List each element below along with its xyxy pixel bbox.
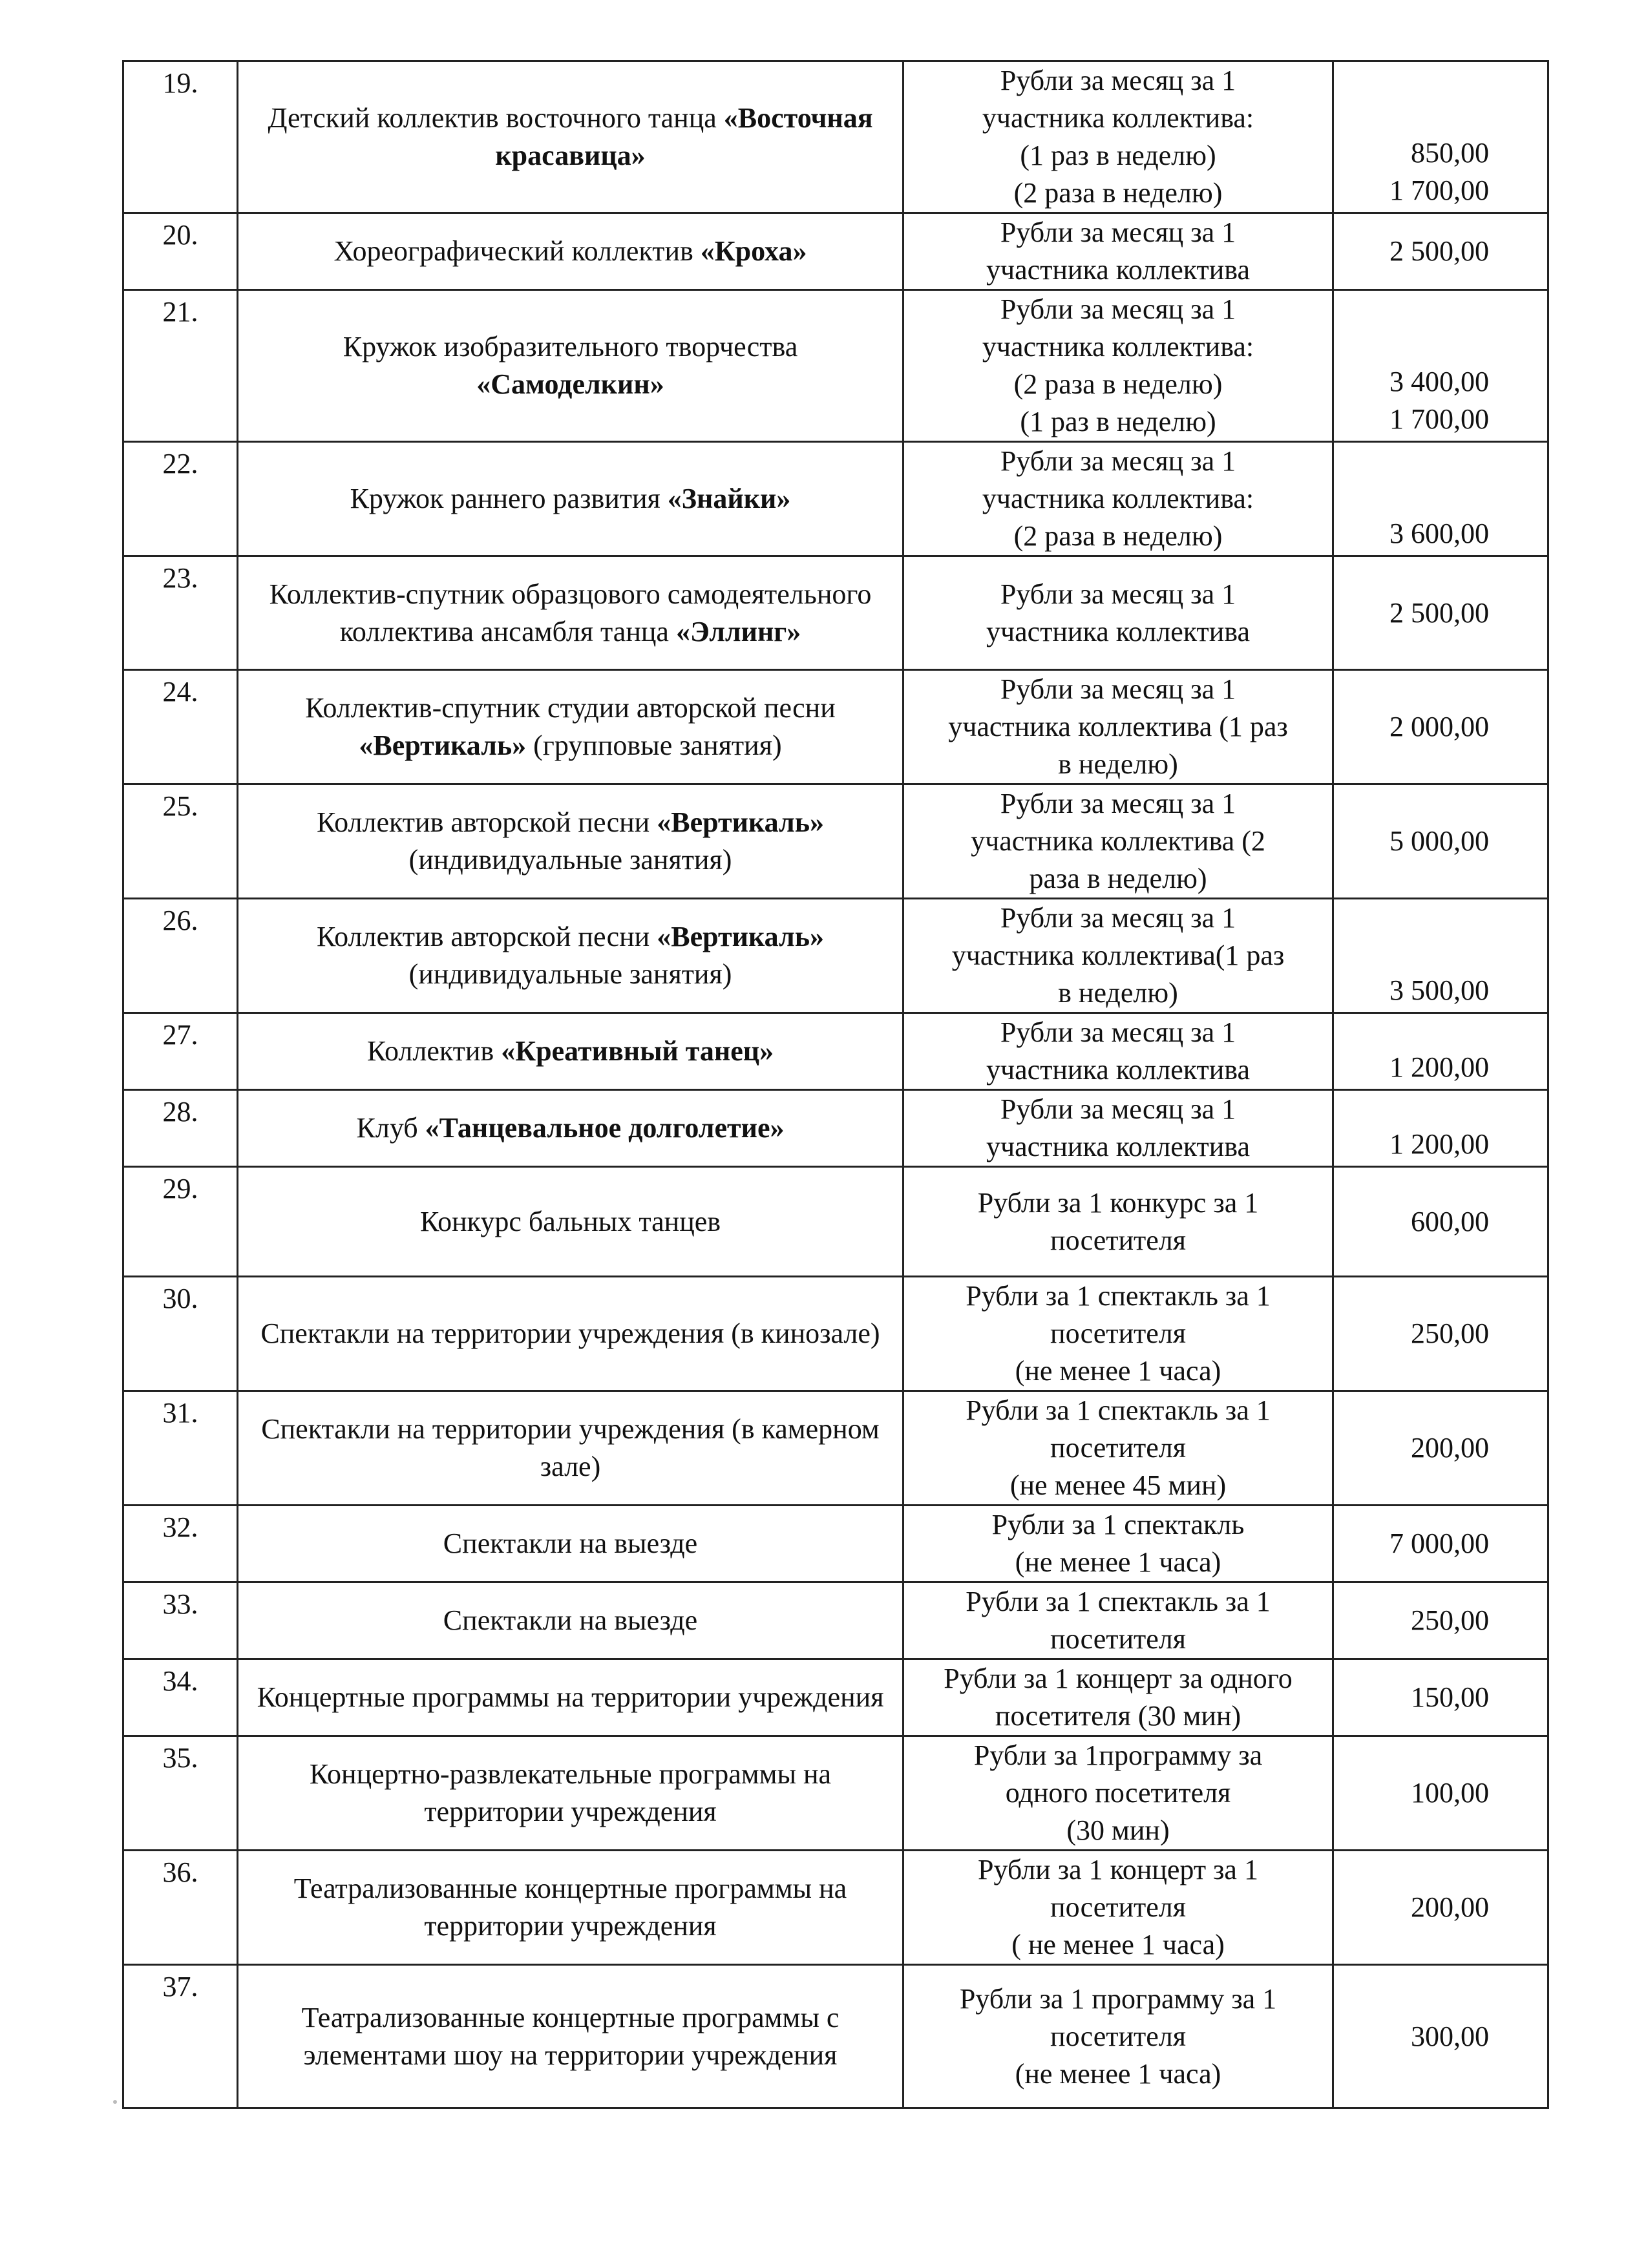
unit-line: (не менее 1 часа) — [1015, 1355, 1221, 1387]
unit-of-measure — [903, 899, 1333, 1013]
unit-line: участника коллектива: — [982, 102, 1254, 134]
price-values — [1389, 515, 1489, 552]
unit-line: посетителя — [1050, 1432, 1186, 1464]
row-number: 23. — [123, 556, 238, 670]
price — [1333, 61, 1548, 213]
price-value: 200,00 — [1411, 1891, 1489, 1923]
collective-title: «Танцевальное долголетие» — [425, 1112, 785, 1144]
service-name — [238, 784, 903, 899]
row-number: 34. — [123, 1659, 238, 1736]
service-name-suffix: (групповые занятия) — [526, 730, 782, 761]
price-value: 3 600,00 — [1389, 518, 1489, 549]
row-number: 27. — [123, 1013, 238, 1090]
service-name — [238, 1391, 903, 1506]
unit-line: Рубли за месяц за 1 — [1000, 216, 1236, 248]
row-number: 37. — [123, 1965, 238, 2108]
unit-of-measure — [903, 1013, 1333, 1090]
price-list-body — [123, 61, 1548, 2108]
unit-of-measure — [903, 784, 1333, 899]
price-values — [1389, 594, 1489, 632]
row-number: 26. — [123, 899, 238, 1013]
table-row — [123, 1582, 1548, 1659]
price-value: 850,00 — [1411, 137, 1489, 169]
unit-line: в неделю) — [1058, 977, 1178, 1009]
unit-of-measure — [903, 1736, 1333, 1851]
unit-line: Рубли за месяц за 1 — [1000, 65, 1236, 96]
unit-line: участника коллектива: — [982, 331, 1254, 362]
price-value: 200,00 — [1411, 1432, 1489, 1464]
price — [1333, 1506, 1548, 1582]
row-number: 20. — [123, 213, 238, 290]
collective-title: «Самоделкин» — [476, 368, 664, 400]
unit-line: посетителя — [1050, 1318, 1186, 1349]
price-values — [1411, 2018, 1489, 2055]
price-values — [1389, 363, 1489, 438]
unit-line: посетителя — [1050, 2020, 1186, 2052]
table-row — [123, 213, 1548, 290]
unit-of-measure — [903, 1391, 1333, 1506]
price — [1333, 899, 1548, 1013]
unit-line: Рубли за месяц за 1 — [1000, 788, 1236, 819]
price — [1333, 556, 1548, 670]
unit-line: посетителя (30 мин) — [995, 1700, 1241, 1732]
price-values — [1389, 1049, 1489, 1086]
price-values — [1411, 1889, 1489, 1926]
unit-line: посетителя — [1050, 1224, 1186, 1256]
row-number: 21. — [123, 290, 238, 442]
price — [1333, 1090, 1548, 1167]
unit-of-measure — [903, 1659, 1333, 1736]
unit-line: (не менее 1 часа) — [1015, 1546, 1221, 1578]
unit-line: (30 мин) — [1066, 1814, 1170, 1846]
price-value: 250,00 — [1411, 1604, 1489, 1636]
collective-title: «Вертикаль» — [359, 730, 527, 761]
row-number: 33. — [123, 1582, 238, 1659]
service-name-text: Концертно-развлекательные программы на территории учреждения — [309, 1758, 832, 1827]
price — [1333, 1582, 1548, 1659]
price-values — [1411, 1429, 1489, 1467]
unit-line: участника коллектива (1 раз — [948, 711, 1288, 742]
service-name-text: Коллектив-спутник образцового самодеятельного коллектива ансамбля танца — [269, 578, 872, 647]
price-value: 1 200,00 — [1389, 1128, 1489, 1160]
service-name-text: Театрализованные концертные программы с элементами шоу на территории учреждения — [301, 2001, 840, 2071]
unit-line: посетителя — [1050, 1891, 1186, 1923]
price-values — [1411, 1602, 1489, 1639]
row-number: 36. — [123, 1851, 238, 1965]
service-name-text: Коллектив авторской песни — [316, 806, 650, 838]
unit-line: (не менее 45 мин) — [1009, 1469, 1227, 1501]
unit-line: в неделю) — [1058, 748, 1178, 780]
row-number: 35. — [123, 1736, 238, 1851]
service-name — [238, 61, 903, 213]
price-value: 1 200,00 — [1389, 1051, 1489, 1083]
unit-line: Рубли за 1 спектакль за 1 — [966, 1394, 1271, 1426]
price — [1333, 784, 1548, 899]
price — [1333, 670, 1548, 784]
service-name-text: Хореографический коллектив — [333, 235, 693, 267]
table-row — [123, 556, 1548, 670]
table-row — [123, 1506, 1548, 1582]
service-name-text: Коллектив авторской песни — [316, 921, 650, 952]
unit-line: (2 раза в неделю) — [1013, 177, 1223, 209]
unit-line: Рубли за месяц за 1 — [1000, 445, 1236, 477]
table-row — [123, 899, 1548, 1013]
price-value: 600,00 — [1411, 1205, 1489, 1237]
price — [1333, 1013, 1548, 1090]
service-name-text: Кружок раннего развития — [350, 483, 660, 514]
unit-line: Рубли за 1 концерт за одного — [944, 1663, 1293, 1694]
table-row — [123, 290, 1548, 442]
service-name-text: Кружок изобразительного творчества — [343, 331, 798, 362]
service-name — [238, 1965, 903, 2108]
service-name-text: Коллектив-спутник студии авторской песни — [305, 692, 836, 724]
unit-line: Рубли за 1программу за — [973, 1739, 1263, 1771]
collective-title: «Кроха» — [700, 235, 807, 267]
table-row — [123, 1013, 1548, 1090]
unit-line: ( не менее 1 часа) — [1011, 1929, 1225, 1960]
unit-line: Рубли за месяц за 1 — [1000, 902, 1236, 934]
collective-title: «Вертикаль» — [657, 921, 824, 952]
price — [1333, 1736, 1548, 1851]
table-row — [123, 670, 1548, 784]
table-row — [123, 1090, 1548, 1167]
service-name-suffix: (индивидуальные занятия) — [408, 844, 732, 876]
table-row — [123, 442, 1548, 556]
service-name — [238, 1736, 903, 1851]
unit-line: Рубли за 1 программу за 1 — [959, 1982, 1277, 2015]
unit-line: Рубли за месяц за 1 — [1000, 293, 1236, 325]
unit-line: участника коллектива(1 раз — [951, 940, 1285, 971]
unit-of-measure — [903, 670, 1333, 784]
row-number: 29. — [123, 1167, 238, 1277]
unit-line: участника коллектива — [986, 254, 1251, 286]
row-number: 32. — [123, 1506, 238, 1582]
table-row — [123, 1391, 1548, 1506]
price-value: 150,00 — [1411, 1681, 1489, 1713]
unit-line: Рубли за месяц за 1 — [1000, 673, 1236, 705]
price — [1333, 1391, 1548, 1506]
unit-line: (2 раза в неделю) — [1013, 520, 1223, 552]
price-values — [1411, 1774, 1489, 1812]
service-name-text: Концертные программы на территории учреждения — [257, 1681, 884, 1713]
service-name — [238, 670, 903, 784]
price — [1333, 1277, 1548, 1391]
unit-line: (2 раза в неделю) — [1013, 368, 1223, 400]
unit-line: посетителя — [1050, 1623, 1186, 1655]
unit-of-measure — [903, 1277, 1333, 1391]
price-value: 5 000,00 — [1389, 825, 1489, 857]
unit-of-measure — [903, 1090, 1333, 1167]
collective-title: «Креативный танец» — [501, 1035, 774, 1067]
unit-of-measure — [903, 61, 1333, 213]
table-row — [123, 1851, 1548, 1965]
table-row — [123, 61, 1548, 213]
unit-line: Рубли за 1 конкурс за 1 — [977, 1186, 1259, 1219]
service-name — [238, 1851, 903, 1965]
price-value: 300,00 — [1411, 2020, 1489, 2052]
row-number: 22. — [123, 442, 238, 556]
unit-line: участника коллектива (2 — [971, 825, 1265, 857]
service-name-text: Клуб — [356, 1112, 418, 1144]
unit-line: Рубли за 1 спектакль — [991, 1509, 1245, 1540]
price — [1333, 1659, 1548, 1736]
unit-line: Рубли за 1 концерт за 1 — [978, 1854, 1258, 1885]
unit-line: Рубли за 1 спектакль за 1 — [966, 1586, 1271, 1617]
price-values — [1389, 972, 1489, 1009]
service-name — [238, 1013, 903, 1090]
service-name — [238, 899, 903, 1013]
service-name — [238, 1167, 903, 1277]
unit-of-measure — [903, 442, 1333, 556]
price-value: 2 500,00 — [1389, 596, 1489, 629]
price-values — [1389, 233, 1489, 270]
price-value: 2 500,00 — [1389, 235, 1489, 267]
unit-line: (1 раз в неделю) — [1020, 140, 1216, 171]
unit-of-measure — [903, 1167, 1333, 1277]
price-value: 100,00 — [1411, 1777, 1489, 1809]
table-row — [123, 1659, 1548, 1736]
price-list-table — [122, 60, 1549, 2109]
service-name-text: Театрализованные концертные программы на территории учреждения — [293, 1873, 847, 1942]
collective-title: «Эллинг» — [675, 615, 801, 647]
scan-speck — [113, 2100, 117, 2104]
service-name-text: Конкурс бальных танцев — [419, 1205, 721, 1237]
service-name — [238, 213, 903, 290]
collective-title: «Восточная красавица» — [495, 102, 873, 171]
table-row — [123, 1965, 1548, 2108]
unit-line: Рубли за месяц за 1 — [1000, 1016, 1236, 1048]
price — [1333, 1167, 1548, 1277]
price-value: 7 000,00 — [1389, 1528, 1489, 1559]
service-name — [238, 442, 903, 556]
price — [1333, 442, 1548, 556]
price-values — [1411, 1315, 1489, 1352]
collective-title: «Вертикаль» — [657, 806, 824, 838]
unit-of-measure — [903, 1582, 1333, 1659]
price-value: 1 700,00 — [1389, 174, 1489, 206]
table-row — [123, 1167, 1548, 1277]
service-name — [238, 1090, 903, 1167]
unit-line: раза в неделю) — [1029, 863, 1207, 894]
service-name-text: Детский коллектив восточного танца — [268, 102, 717, 134]
service-name-suffix: (индивидуальные занятия) — [408, 958, 732, 990]
table-row — [123, 1277, 1548, 1391]
unit-of-measure — [903, 290, 1333, 442]
price-values — [1389, 708, 1489, 746]
service-name-text: Спектакли на территории учреждения (в камерном зале) — [261, 1413, 880, 1482]
unit-of-measure — [903, 1965, 1333, 2108]
price-values — [1411, 1679, 1489, 1716]
unit-of-measure — [903, 1851, 1333, 1965]
price-value: 2 000,00 — [1389, 711, 1489, 742]
row-number: 31. — [123, 1391, 238, 1506]
service-name — [238, 1659, 903, 1736]
service-name-text: Спектакли на территории учреждения (в кинозале) — [260, 1318, 880, 1349]
price-value: 3 400,00 — [1389, 366, 1489, 397]
service-name — [238, 1277, 903, 1391]
unit-line: участника коллектива — [986, 1054, 1251, 1086]
unit-of-measure — [903, 556, 1333, 670]
service-name-text: Спектакли на выезде — [443, 1604, 698, 1636]
price — [1333, 213, 1548, 290]
unit-line: участника коллектива — [986, 615, 1251, 647]
service-name — [238, 1582, 903, 1659]
unit-line: участника коллектива: — [982, 483, 1254, 514]
service-name — [238, 1506, 903, 1582]
price — [1333, 1851, 1548, 1965]
price-value: 3 500,00 — [1389, 974, 1489, 1006]
unit-line: (1 раз в неделю) — [1020, 406, 1216, 437]
service-name-text: Коллектив — [366, 1035, 494, 1067]
unit-line: Рубли за 1 спектакль за 1 — [966, 1280, 1271, 1312]
table-row — [123, 1736, 1548, 1851]
price-values — [1389, 134, 1489, 209]
row-number: 30. — [123, 1277, 238, 1391]
price-values — [1389, 1525, 1489, 1562]
collective-title: «Знайки» — [667, 483, 791, 514]
price — [1333, 290, 1548, 442]
table-row — [123, 784, 1548, 899]
service-name — [238, 556, 903, 670]
price-value: 1 700,00 — [1389, 403, 1489, 435]
row-number: 24. — [123, 670, 238, 784]
price-values — [1389, 1126, 1489, 1163]
row-number: 19. — [123, 61, 238, 213]
service-name-text: Спектакли на выезде — [443, 1528, 698, 1559]
unit-of-measure — [903, 1506, 1333, 1582]
unit-line: (не менее 1 часа) — [1015, 2057, 1221, 2090]
unit-line: Рубли за месяц за 1 — [1000, 1093, 1236, 1125]
price — [1333, 1965, 1548, 2108]
price-value: 250,00 — [1411, 1318, 1489, 1349]
service-name — [238, 290, 903, 442]
price-values — [1389, 823, 1489, 860]
row-number: 28. — [123, 1090, 238, 1167]
unit-of-measure — [903, 213, 1333, 290]
price-values — [1411, 1203, 1489, 1241]
unit-line: участника коллектива — [986, 1131, 1251, 1162]
unit-line: одного посетителя — [1005, 1777, 1231, 1809]
row-number: 25. — [123, 784, 238, 899]
unit-line: Рубли за месяц за 1 — [1000, 578, 1236, 610]
